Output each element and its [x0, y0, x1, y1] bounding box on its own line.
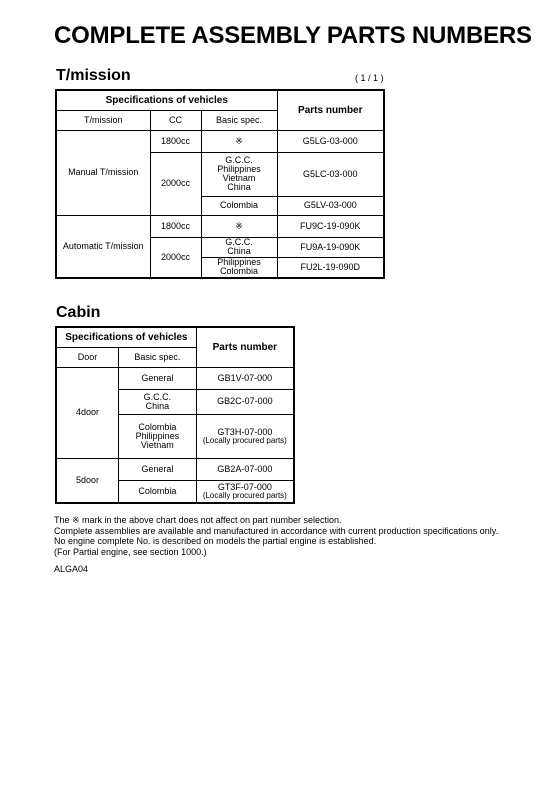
basic-spec-cell: Colombia [119, 480, 197, 503]
tmission-col-header: T/mission [56, 110, 150, 130]
basic-spec-col-header: Basic spec. [201, 110, 277, 130]
part-number-cell: G5LV-03-000 [277, 196, 384, 215]
tmission-table [55, 89, 385, 279]
locally-procured-note: (Locally procured parts) [202, 490, 287, 500]
cabin-table [55, 326, 295, 504]
basic-spec-cell: General [119, 458, 197, 480]
cabin-heading: Cabin [56, 304, 101, 321]
spec-header: Specifications of vehicles [56, 90, 277, 110]
footnote-line: The ※ mark in the above chart does not affect on part number selection. [54, 515, 342, 525]
basic-spec-col-header: Basic spec. [119, 347, 197, 367]
footnote-line: (For Partial engine, see section 1000.) [54, 546, 207, 557]
basic-spec-cell: G.C.C. Philippines Vietnam China [201, 152, 277, 196]
basic-spec-cell: G.C.C. China [201, 237, 277, 257]
footnote-line: No engine complete No. is described on models the partial engine is established. [54, 536, 377, 546]
parts-number-header: Parts number [196, 327, 294, 367]
basic-spec-cell: ※ [201, 215, 277, 237]
basic-spec-cell: Colombia [201, 196, 277, 215]
automatic-tmission-label: Automatic T/mission [56, 215, 150, 278]
part-number-cell: G5LC-03-000 [277, 152, 384, 196]
part-number-cell: G5LG-03-000 [277, 130, 384, 152]
footnotes [54, 515, 498, 557]
basic-spec-cell: General [119, 367, 197, 389]
door-5-label: 5door [56, 458, 119, 503]
document-code: ALGA04 [54, 564, 89, 574]
part-number-cell: GB1V-07-000 [196, 367, 294, 389]
part-number-cell: FU9C-19-090K [277, 215, 384, 237]
cc-col-header: CC [150, 110, 201, 130]
basic-spec-cell: ※ [201, 130, 277, 152]
page-indicator: ( 1 / 1 ) [355, 73, 384, 83]
basic-spec-cell: G.C.C. China [119, 389, 197, 414]
basic-spec-cell: Colombia Philippines Vietnam [119, 414, 197, 458]
tmission-heading: T/mission [56, 67, 131, 84]
locally-procured-note: (Locally procured parts) [202, 435, 287, 445]
spec-header: Specifications of vehicles [56, 327, 196, 347]
part-number-cell: GB2C-07-000 [196, 389, 294, 414]
manual-tmission-label: Manual T/mission [56, 130, 150, 215]
cc-cell: 1800cc [150, 130, 201, 152]
cc-cell: 2000cc [150, 152, 201, 215]
part-number-cell: GB2A-07-000 [196, 458, 294, 480]
cc-cell: 1800cc [150, 215, 201, 237]
parts-number-header: Parts number [277, 90, 384, 130]
footnote-line: Complete assemblies are available and manufactured in accordance with current production specifications only. [54, 525, 499, 536]
door-4-label: 4door [56, 367, 119, 458]
part-number-cell: FU9A-19-090K [277, 237, 384, 257]
page-title: COMPLETE ASSEMBLY PARTS NUMBERS [54, 22, 532, 49]
part-number-cell: GT3H-07-000 (Locally procured parts) [196, 414, 294, 458]
cc-cell: 2000cc [150, 237, 201, 278]
part-number-cell: GT3F-07-000 (Locally procured parts) [196, 480, 294, 503]
part-number-cell: FU2L-19-090D [277, 257, 384, 278]
door-col-header: Door [56, 347, 119, 367]
basic-spec-cell: Philippines Colombia [201, 257, 277, 278]
